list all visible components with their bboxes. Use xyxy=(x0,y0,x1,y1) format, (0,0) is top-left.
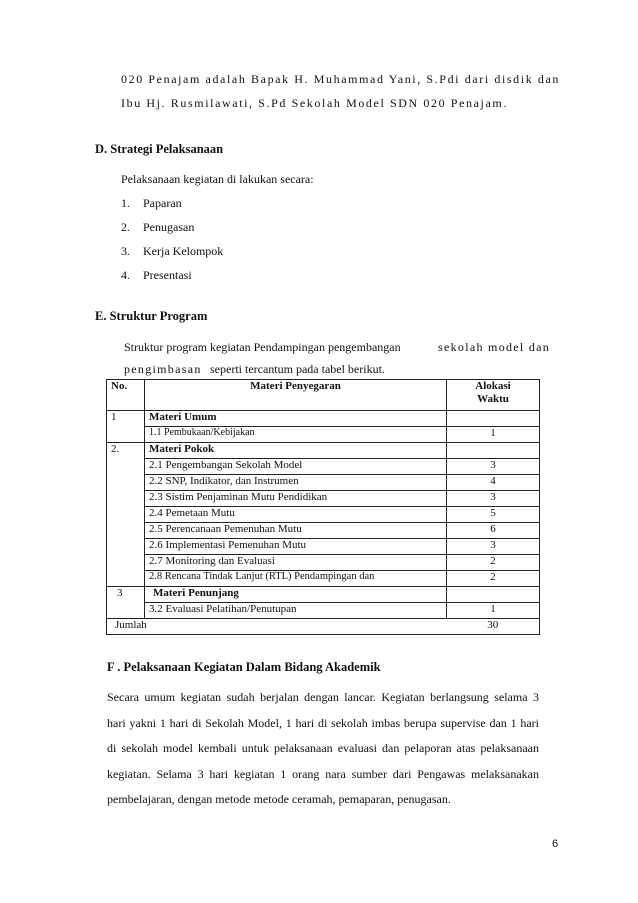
materi-label: 2.5 Perencanaan Pemenuhan Mutu xyxy=(145,523,447,539)
materi-label: 3.2 Evaluasi Pelatihan/Penutupan xyxy=(145,603,447,619)
header-no: No. xyxy=(107,380,145,411)
strategy-item-label: Kerja Kelompok xyxy=(143,244,224,258)
strategy-item-number: 4. xyxy=(121,268,130,282)
header-alokasi xyxy=(447,380,540,411)
group-number: 3 xyxy=(107,587,145,603)
page-number: 6 xyxy=(552,838,559,850)
section-e-text-2b: seperti tercantum pada tabel berikut. xyxy=(210,362,385,376)
materi-label: 2.7 Monitoring dan Evaluasi xyxy=(145,555,447,571)
section-e-text-1a: Struktur program kegiatan Pendampingan pengembangan xyxy=(124,340,401,354)
table-row xyxy=(107,411,540,427)
section-e-text-2a: pengimbasan xyxy=(124,362,202,376)
materi-jp: 6 xyxy=(447,523,540,539)
materi-label: 2.6 Implementasi Pemenuhan Mutu xyxy=(145,539,447,555)
materi-jp: 1 xyxy=(447,603,540,619)
header-alokasi-line1: Alokasi xyxy=(475,380,511,392)
materi-jp: 3 xyxy=(447,459,540,475)
materi-jp: 1 xyxy=(447,427,540,443)
materi-label: 2.1 Pengembangan Sekolah Model xyxy=(145,459,447,475)
table-row xyxy=(107,587,540,603)
paragraph-line: hari yakni 1 hari di Sekolah Model, 1 hari di sekolah imbas berupa supervise dan 1 hari xyxy=(107,715,539,730)
strategy-item-number: 3. xyxy=(121,244,130,258)
materi-label: 2.8 Rencana Tindak Lanjut (RTL) Pendampingan dan xyxy=(145,571,447,587)
program-structure-table xyxy=(106,379,540,635)
strategy-item-number: 1. xyxy=(121,196,130,210)
section-d-heading: D. Strategi Pelaksanaan xyxy=(95,142,224,156)
section-e-text-1b: sekolah model dan xyxy=(438,340,551,354)
total-value: 30 xyxy=(447,619,540,635)
group-number: 2. xyxy=(107,443,145,459)
intro-line-2: Ibu Hj. Rusmilawati, S.Pd Sekolah Model SDN 020 Penajam. xyxy=(121,96,508,110)
table-row xyxy=(107,491,540,507)
materi-label: 1.1 Pembukaan/Kebijakan xyxy=(145,427,447,443)
materi-jp: 3 xyxy=(447,491,540,507)
materi-jp: 5 xyxy=(447,507,540,523)
header-alokasi-line2: Waktu xyxy=(477,392,509,405)
strategy-item-label: Penugasan xyxy=(143,220,195,234)
materi-jp: 2 xyxy=(447,571,540,587)
table-total-row xyxy=(107,619,540,635)
group-title: Materi Penunjang xyxy=(145,587,447,603)
section-f-paragraph xyxy=(107,685,539,813)
section-d-intro: Pelaksanaan kegiatan di lakukan secara: xyxy=(121,172,314,186)
materi-jp: 4 xyxy=(447,475,540,491)
paragraph-line: kegiatan. Selama 3 hari kegiatan 1 orang nara sumber dari Pengawas melaksanakan xyxy=(107,766,539,781)
strategy-item-label: Presentasi xyxy=(143,268,192,282)
table-header-row xyxy=(107,380,540,411)
table-row xyxy=(107,603,540,619)
strategy-item xyxy=(121,220,194,235)
table-row xyxy=(107,507,540,523)
materi-jp: 3 xyxy=(447,539,540,555)
section-f-heading: F . Pelaksanaan Kegiatan Dalam Bidang Akademik xyxy=(107,660,381,674)
group-title: Materi Pokok xyxy=(145,443,447,459)
header-materi: Materi Penyegaran xyxy=(145,380,447,411)
paragraph-line: di sekolah model kembali untuk pelaksanaan evaluasi dan pelaporan atas pelaksanaan xyxy=(107,741,539,755)
paragraph-line: pembelajaran, dengan metode metode ceramah, pemaparan, penugasan. xyxy=(107,792,451,806)
strategy-item xyxy=(121,196,182,211)
group-number: 1 xyxy=(107,411,145,427)
materi-jp: 2 xyxy=(447,555,540,571)
total-label: Jumlah xyxy=(107,619,447,635)
strategy-item xyxy=(121,244,223,259)
strategy-item xyxy=(121,268,192,283)
materi-label: 2.3 Sistim Penjaminan Mutu Pendidikan xyxy=(145,491,447,507)
table-row xyxy=(107,539,540,555)
table-row xyxy=(107,475,540,491)
table-row xyxy=(107,571,540,587)
table-row xyxy=(107,443,540,459)
table-row xyxy=(107,427,540,443)
strategy-item-label: Paparan xyxy=(143,196,182,210)
materi-label: 2.2 SNP, Indikator, dan Instrumen xyxy=(145,475,447,491)
section-e-heading: E. Struktur Program xyxy=(95,309,208,323)
materi-label: 2.4 Pemetaan Mutu xyxy=(145,507,447,523)
table-row xyxy=(107,459,540,475)
group-title: Materi Umum xyxy=(145,411,447,427)
table-row xyxy=(107,523,540,539)
intro-line-1: 020 Penajam adalah Bapak H. Muhammad Yani, S.Pdi dari disdik dan xyxy=(121,72,561,86)
strategy-item-number: 2. xyxy=(121,220,130,234)
table-row xyxy=(107,555,540,571)
paragraph-line: Secara umum kegiatan sudah berjalan dengan lancar. Kegiatan berlangsung selama 3 xyxy=(107,690,539,704)
